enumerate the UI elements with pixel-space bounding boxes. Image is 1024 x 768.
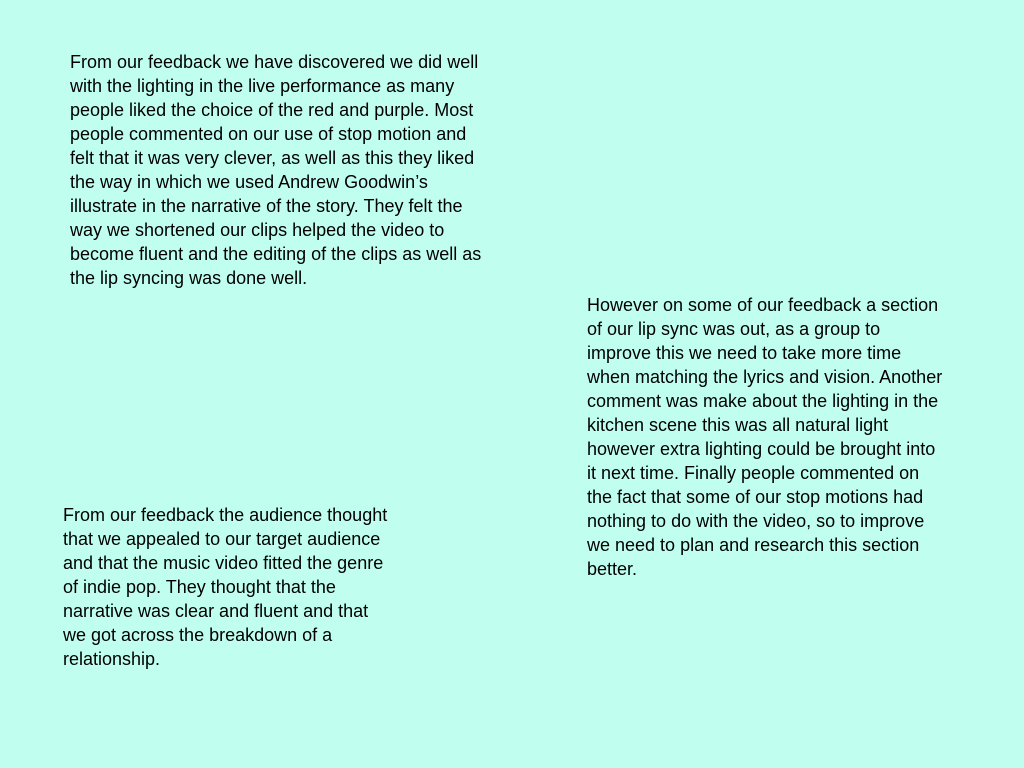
audience-feedback-paragraph: From our feedback the audience thought that we appealed to our target audience and that the music video fitted the genre of indie pop. They thought that the narrative was clear and fluent and that we got across the breakdown of a relationship. xyxy=(63,505,388,669)
improvements-paragraph: However on some of our feedback a section of our lip sync was out, as a group to improve this we need to take more time when matching the lyrics and vision. Another comment was make about the lighting in the kitchen scene this was all natural light however extra lighting could be brought into it next time. Finally people commented on the fact that some of our stop motions had nothing to do with the video, so to improve we need to plan and research this section better. xyxy=(587,295,943,579)
positive-feedback-paragraph: From our feedback we have discovered we did well with the lighting in the live performance as many people liked the choice of the red and purple. Most people commented on our use of stop motion and felt that it was very clever, as well as this they liked the way in which we used Andrew Goodwin’s illustrate in the narrative of the story. They felt the way we shortened our clips helped the video to become fluent and the editing of the clips as well as the lip syncing was done well. xyxy=(70,52,482,288)
